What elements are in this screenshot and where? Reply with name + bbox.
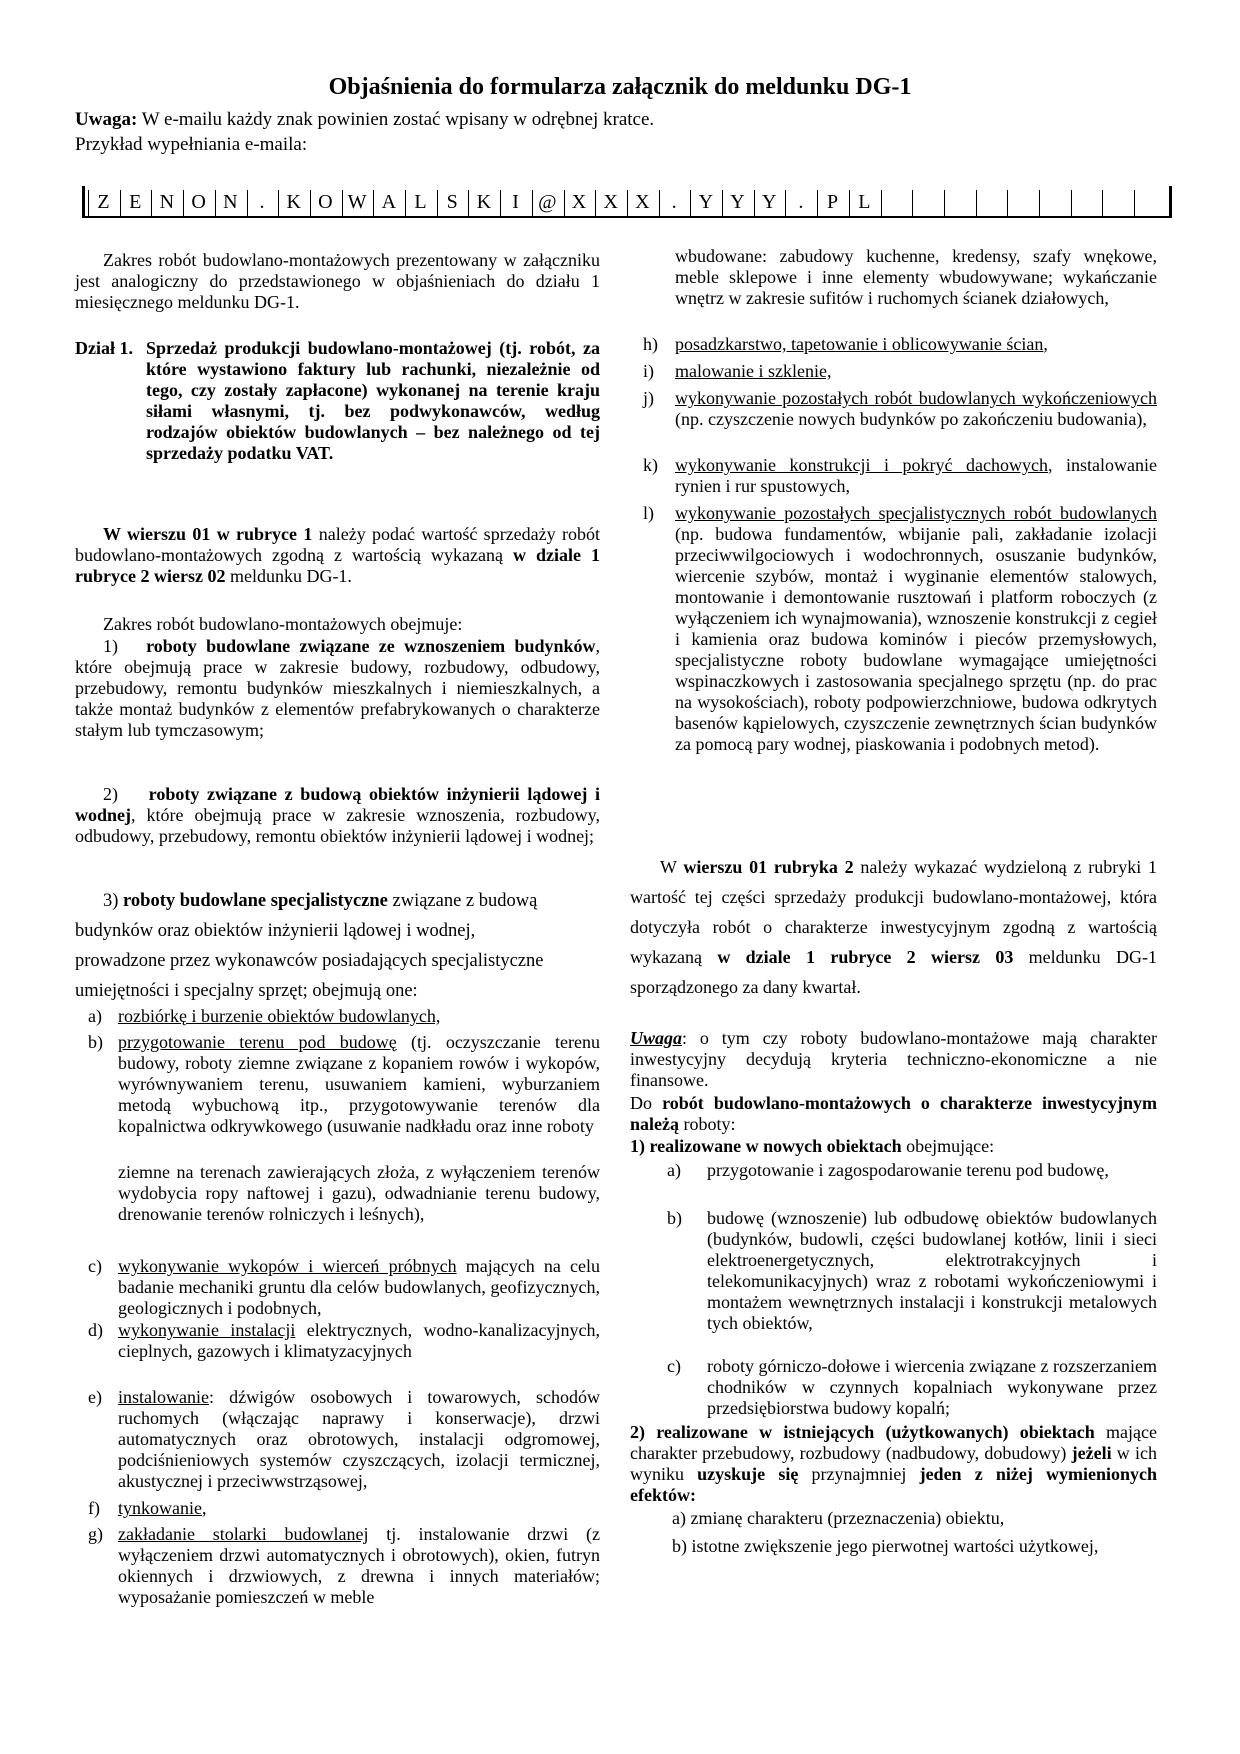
list-item-underlined: wykonywanie konstrukcji i pokryć dachowych [675, 455, 1048, 475]
list-item-text: przygotowanie i zagospodarowanie terenu pod budowę, [707, 1160, 1109, 1180]
intro-paragraph: Zakres robót budowlano-montażowych prezentowany w załączniku jest analogiczny do przedstawionego w objaśnieniach do działu 1 miesięcznego meldunku DG-1. [75, 250, 600, 312]
row-01-col-2-paragraph [630, 852, 1157, 1002]
list-item-text: (np. czyszczenie nowych budynków po zakończeniu budowania), [675, 409, 1147, 429]
row-01-col-1-bold: W wierszu 01 w rubryce 1 [103, 524, 313, 544]
list-item [667, 1356, 1157, 1419]
list-item-label: c) [667, 1356, 681, 1376]
email-char-box [1134, 190, 1164, 216]
note-text: W e-mailu każdy znak powinien zostać wpisany w odrębnej kratce. [137, 109, 655, 130]
row-01-col-2-tail: meldunku DG-1 sporządzonego za dany kwartał. [630, 947, 1157, 997]
row-01-col-1-tail: meldunku DG-1. [225, 566, 352, 586]
existing-objects-if: jeżeli [1071, 1443, 1112, 1463]
email-char-box: O [310, 190, 340, 216]
row-01-col-2-w: W [660, 857, 684, 877]
list-item-label: a) [667, 1160, 681, 1180]
existing-objects-paragraph [630, 1422, 1157, 1506]
list-item-label: l) [643, 503, 654, 523]
definition-tail: roboty: [679, 1114, 736, 1134]
email-char-box [976, 190, 1006, 216]
list-item-underlined: malowanie i szklenie, [675, 361, 832, 381]
email-char-box: . [785, 190, 815, 216]
list-item-underlined: wykonywanie instalacji [118, 1320, 296, 1340]
email-char-box [944, 190, 974, 216]
email-char-box: Y [690, 190, 720, 216]
email-char-box: . [659, 190, 689, 216]
email-char-box: . [247, 190, 277, 216]
list-item [88, 1524, 600, 1608]
point-2-text: , które obejmują prace w zakresie wznoszenia, rozbudowy, odbudowy, przebudowy, remontu obiektów inżynierii lądowej i wodnej; [75, 805, 600, 846]
list-item-label: g) [88, 1524, 103, 1544]
scope-point-2 [75, 784, 600, 847]
email-char-box: N [215, 190, 245, 216]
scope-intro: Zakres robót budowlano-montażowych obejmuje: [103, 614, 463, 634]
email-char-box: Y [722, 190, 752, 216]
point-1-text: , które obejmują prace w zakresie budowy, rozbudowy, odbudowy, przebudowy, remontu budynków mieszkalnych i niemieszkalnych, a także montaż budynków z elementów prefabrykowanych o charakterze stałym lub tymczasowym; [75, 636, 600, 740]
email-char-box: O [183, 190, 213, 216]
list-item [643, 388, 1157, 430]
example-label: Przykład wypełniania e-maila: [75, 134, 308, 155]
list-item-label: c) [88, 1256, 102, 1276]
email-char-box [1102, 190, 1132, 216]
point-3-line-3: prowadzone przez wykonawców posiadających specjalistyczne [75, 951, 544, 971]
investment-note-label: Uwaga [630, 1028, 683, 1048]
list-item-underlined: posadzkarstwo, tapetowanie i oblicowywanie ścian [675, 334, 1044, 354]
section-title: Sprzedaż produkcji budowlano-montażowej (tj. robót, za które wystawiono faktury lub rachunki, niezależnie od tego, czy zostały zapłacone) wykonanej na terenie kraju siłami własnymi, tj. bez podwykonawców, według rodzajów obiektów budowlanych – bez należnego od tej sprzedaży podatku VAT. [146, 338, 600, 463]
list-item-label: i) [643, 361, 654, 381]
point-3-line-1: związane z budową [387, 891, 538, 911]
list-item-text: : dźwigów osobowych i towarowych, schodów ruchomych (włączając naprawy i konserwacje), drzwi automatycznych oraz obrotowych, instalacji odgromowej, podciśnieniowych systemów czyszczących, izolacji termicznej, akustycznej i przeciwwstrząsowej, [118, 1387, 600, 1491]
definition-bold: robót budowlano-montażowych o charakterze inwestycyjnym należą [630, 1093, 1157, 1134]
row-01-col-1-paragraph [75, 524, 600, 587]
list-item-text: , [201, 1498, 207, 1518]
list-item-underlined: przygotowanie terenu pod budowę [118, 1032, 397, 1052]
email-char-box: S [437, 190, 467, 216]
email-char-box: L [405, 190, 435, 216]
list-item [88, 1387, 600, 1492]
email-char-box: L [849, 190, 879, 216]
row-01-col-2-ref: w dziale 1 rubryce 2 wiersz 03 [717, 947, 1014, 967]
list-item-text: mających na celu badanie mechaniki gruntu dla celów budowlanych, geofizycznych, geologicznych i podobnych, [118, 1256, 600, 1318]
email-char-box: Y [754, 190, 784, 216]
list-item-underlined: tynkowanie [118, 1498, 202, 1518]
scope-point-1 [75, 636, 600, 741]
list-item [88, 1032, 600, 1137]
point-3-number: 3) [103, 891, 119, 911]
list-item-underlined: instalowanie [118, 1387, 209, 1407]
row-01-col-1-text: należy podać wartość sprzedaży robót budowlano-montażowych zgodną z wartością wykazaną [75, 524, 600, 565]
list-item-label: h) [643, 334, 658, 354]
list-item-text: tj. instalowanie drzwi (z wyłączeniem drzwi automatycznych i obrotowych), okien, futryn okiennych i drzwiowych, z drewna i innych materiałów; wyposażanie pomieszczeń w meble [118, 1524, 600, 1607]
list-item-underlined: wykonywanie pozostałych robót budowlanych wykończeniowych [675, 388, 1157, 408]
email-char-box [881, 190, 911, 216]
email-char-box: A [373, 190, 403, 216]
list-item [643, 503, 1157, 755]
email-char-box [912, 190, 942, 216]
row-01-col-1-ref: w dziale 1 rubryce 2 wiersz 02 [75, 545, 601, 586]
list-item-label: d) [88, 1320, 103, 1340]
email-char-box: W [342, 190, 372, 216]
email-char-box: X [595, 190, 625, 216]
email-char-box: E [120, 190, 150, 216]
list-item-text: roboty górniczo-dołowe i wiercenia związane z rozszerzaniem chodników w czynnych kopalniach wykonywane przez przedsiębiorstwa budowy kopalń; [707, 1356, 1157, 1418]
email-char-box [1007, 190, 1037, 216]
point-3-bold: roboty budowlane specjalistyczne [123, 891, 388, 911]
new-objects-bold: 1) realizowane w nowych obiektach [630, 1136, 902, 1156]
investment-definition [630, 1093, 1157, 1135]
list-item-text: budowę (wznoszenie) lub odbudowę obiektów budowlanych (budynków, budowli, części budowlanej kotłów, linii i sieci elektroenergetycznych, elektrotrakcyjnych i telekomunikacyjnych) wraz z robotami wykończeniowymi i montażem wewnętrznych instalacji i konstrukcji metalowych tych obiektów, [707, 1208, 1157, 1333]
list-item [643, 455, 1157, 497]
list-item-label: f) [88, 1498, 100, 1518]
email-char-box: K [278, 190, 308, 216]
investment-note [630, 1028, 1157, 1091]
point-2-bold: roboty związane z budową obiektów inżynierii lądowej i wodnej [75, 784, 600, 825]
list-item-label: k) [643, 455, 658, 475]
list-item [667, 1160, 1157, 1181]
section-1-heading [75, 338, 600, 464]
email-char-box: P [817, 190, 847, 216]
point-1-number: 1) [103, 636, 118, 656]
email-row-right-bar [1169, 186, 1172, 216]
existing-objects-text-1: mające charakter przebudowy, rozbudowy (nadbudowy, dobudowy) [630, 1422, 1157, 1463]
list-item-underlined: wykonywanie pozostałych specjalistycznych robót budowlanych [675, 503, 1157, 523]
email-char-box [1071, 190, 1101, 216]
list-item-label: b) [88, 1032, 103, 1052]
point-3-line-4: umiejętności i specjalny sprzęt; obejmują one: [75, 981, 418, 1001]
note-line [75, 109, 654, 131]
email-char-box [1039, 190, 1069, 216]
right-continuation: wbudowane: zabudowy kuchenne, kredensy, szafy wnękowe, meble sklepowe i inne elementy wbudowywane; wykańczanie wnętrz w zakresie sufitów i ruchomych ścianek działowych, [675, 246, 1157, 308]
point-2-number: 2) [103, 784, 118, 804]
new-objects-text: obejmujące: [901, 1136, 995, 1156]
email-char-box: I [500, 190, 530, 216]
email-char-box: K [468, 190, 498, 216]
scope-point-3 [75, 886, 600, 1006]
definition-do: Do [630, 1093, 663, 1113]
list-item [643, 334, 1157, 355]
email-char-box: X [564, 190, 594, 216]
effect-a: a) zmianę charakteru (przeznaczenia) obiektu, [672, 1508, 1005, 1528]
list-item [88, 1498, 600, 1519]
effect-b: b) istotne zwiększenie jego pierwotnej wartości użytkowej, [672, 1536, 1099, 1556]
list-item [88, 1256, 600, 1319]
list-item-text: ziemne na terenach zawierających złoża, z wyłączeniem terenów wydobycia ropy naftowej i gazu), odwadnianie terenu budowy, drenowanie terenów rolniczych i leśnych), [118, 1162, 600, 1224]
list-item-label: a) [88, 1006, 102, 1026]
list-item-underlined: rozbiórkę i burzenie obiektów budowlanych, [118, 1006, 441, 1026]
email-example-boxes [82, 186, 1172, 218]
list-item-underlined: zakładanie stolarki budowlanej [118, 1524, 369, 1544]
email-row-left-bar [82, 186, 85, 216]
existing-objects-bold: 2) realizowane w istniejących (użytkowanych) obiektach [630, 1422, 1095, 1442]
investment-note-text: : o tym czy roboty budowlano-montażowe mają charakter inwestycyjny decydują kryteria techniczno-ekonomiczne a nie finansowe. [630, 1028, 1157, 1090]
row-01-col-2-bold: wierszu 01 rubryka 2 [683, 857, 854, 877]
email-char-box: N [151, 190, 181, 216]
list-item-label: j) [643, 388, 654, 408]
list-item-text: (tj. oczyszczanie terenu budowy, roboty ziemne związane z kopaniem rowów i wykopów, wyrównywaniem terenu, usuwaniem kamieni, wyburzaniem metodą wybuchową itp., przygotowywanie terenów dla kopalnictwa odkrywkowego (usuwanie nadkładu oraz inne roboty [118, 1032, 600, 1136]
note-label: Uwaga: [75, 109, 138, 130]
list-item-text: elektrycznych, wodno-kanalizacyjnych, cieplnych, gazowych i klimatyzacyjnych [118, 1320, 600, 1361]
list-item-underlined: wykonywanie wykopów i wierceń próbnych [118, 1256, 457, 1276]
existing-objects-obtain: uzyskuje się [697, 1464, 799, 1484]
list-item-text: , instalowanie rynien i rur spustowych, [675, 455, 1157, 496]
list-item-label: b) [667, 1208, 682, 1228]
email-char-box: X [627, 190, 657, 216]
point-3-line-2: budynków oraz obiektów inżynierii lądowej i wodnej, [75, 921, 476, 941]
list-item [88, 1162, 600, 1225]
list-item [88, 1006, 600, 1027]
row-01-col-2-text: należy wykazać wydzieloną z rubryki 1 wartość tej części sprzedaży produkcji budowlano-montażowej, która dotyczyła robót o charakterze inwestycyjnym zgodną z wartością wykazaną [630, 857, 1158, 967]
email-char-box: @ [532, 190, 562, 216]
list-item [88, 1320, 600, 1362]
list-item-text: (np. budowa fundamentów, wbijanie pali, zakładanie izolacji przeciwwilgociowych i wodochronnych, osuszanie budynków, wiercenie szybów, montaż i wyginanie elementów stalowych, montowanie i demontowanie rusztowań i platform roboczych (z wyłączeniem ich wynajmowania), wznoszenie konstrukcji z cegieł i kamienia oraz budowa kominów i pieców przemysłowych, specjalistyczne roboty budowlane wymagające umiejętności wspinaczkowych i zastosowania specjalnego sprzętu (np. do prac na wysokościach), roboty podpowierzchniowe, budowa odkrytych basenów kąpielowych, czyszczenie zewnętrznych ścian budynków za pomocą pary wodnej, piaskowania i podobnych metod). [675, 524, 1157, 754]
left-column [75, 250, 600, 313]
existing-objects-effects: jeden z niżej wymienionych efektów: [630, 1464, 1157, 1505]
section-label: Dział 1. [75, 338, 133, 358]
existing-objects-text-2: w ich wyniku [630, 1443, 1157, 1484]
list-item-text: , [1043, 334, 1048, 354]
list-item [643, 361, 1157, 382]
point-1-bold: roboty budowlane związane ze wznoszeniem budynków [146, 636, 596, 656]
existing-objects-text-3: przynajmniej [798, 1464, 920, 1484]
email-char-box: Z [88, 190, 118, 216]
list-item [667, 1208, 1157, 1334]
new-objects-heading [630, 1136, 1157, 1157]
list-item-label: e) [88, 1387, 102, 1407]
page-title: Objaśnienia do formularza załącznik do meldunku DG-1 [328, 74, 912, 100]
